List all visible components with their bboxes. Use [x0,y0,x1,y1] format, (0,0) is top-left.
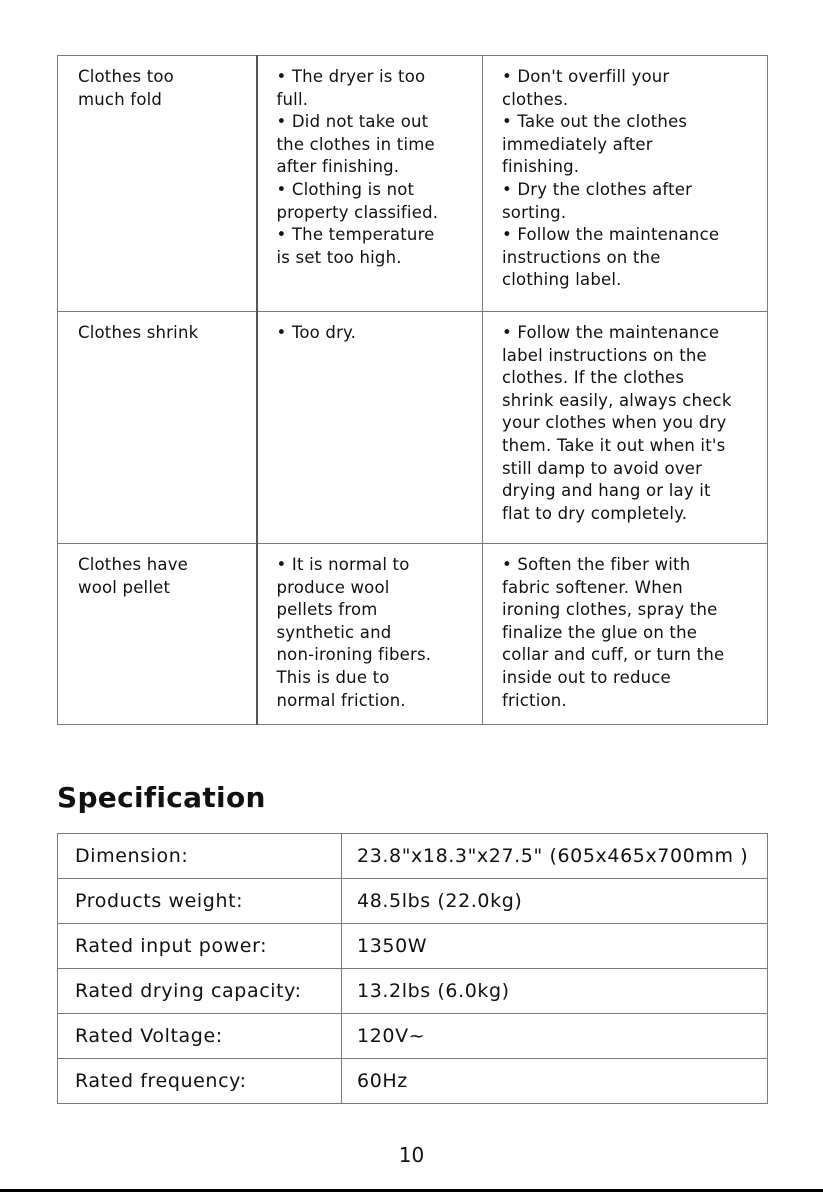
text-line: finalize the glue on the [502,622,698,642]
spec-value: 48.5lbs (22.0kg) [342,879,768,924]
text-line: drying and hang or lay it [502,481,711,501]
spec-row [58,879,768,924]
troubleshooting-row [58,544,768,725]
text-line: immediately after [502,134,653,154]
bullet-line: • Dry the clothes after [502,179,757,202]
bullet-line: • Did not take out [277,111,473,134]
text-line: instructions on the [502,247,661,267]
problem-line: much fold [78,89,163,109]
text-line: synthetic and [276,622,392,642]
bullet-line: • Follow the maintenance [502,322,757,345]
text-line: pellets from [276,600,378,620]
text-line: still damp to avoid over [502,458,703,478]
spec-row [58,1059,768,1104]
text-line: fabric softener. When [502,577,683,597]
text-line: collar and cuff, or turn the [502,645,725,665]
text-line: label instructions on the [502,345,707,365]
spec-row [58,1014,768,1059]
cause-cell [257,544,483,725]
spec-label: Rated Voltage: [58,1014,342,1059]
spec-label: Rated drying capacity: [58,969,342,1014]
troubleshooting-row [58,56,768,312]
problem-cell [58,544,257,725]
spec-row [58,924,768,969]
solution-cell [483,56,768,312]
bullet-line: • Don't overfill your [502,66,757,89]
spec-value: 13.2lbs (6.0kg) [342,969,768,1014]
text-line: them. Take it out when it's [502,435,726,455]
text-line: your clothes when you dry [502,413,727,433]
text-line: clothes. If the clothes [502,368,685,388]
problem-line: Clothes have [78,555,189,574]
troubleshooting-table [57,55,768,725]
spec-label: Rated frequency: [58,1059,342,1104]
text-line: property classified. [276,202,439,222]
cause-cell [257,312,483,544]
spec-value: 23.8"x18.3"x27.5" (605x465x700mm ) [342,834,768,879]
text-line: after finishing. [276,157,400,177]
bullet-line: • Soften the fiber with [502,554,757,577]
text-line: ironing clothes, spray the [502,600,718,620]
text-line: the clothes in time [276,134,435,154]
spec-value: 60Hz [342,1059,768,1104]
specification-table [57,833,768,1104]
spec-label: Rated input power: [58,924,342,969]
problem-line: Clothes too [78,67,174,86]
problem-cell [58,56,257,312]
problem-cell [58,312,257,544]
spec-label: Dimension: [58,834,342,879]
text-line: finishing. [502,157,580,177]
text-line: shrink easily, always check [502,390,732,410]
bullet-line: • The temperature [277,224,473,247]
solution-cell [483,312,768,544]
text-line: sorting. [502,202,567,222]
spec-value: 1350W [342,924,768,969]
bullet-line: • Too dry. [277,322,473,345]
text-line: non-ironing fibers. [276,645,432,665]
text-line: inside out to reduce [502,667,671,687]
text-line: normal friction. [276,690,406,710]
text-line: clothes. [502,89,569,109]
bullet-line: • The dryer is too [277,66,473,89]
text-line: full. [276,89,309,109]
text-line: This is due to [276,667,390,687]
text-line: flat to dry completely. [502,503,688,523]
specification-heading: Specification [57,781,266,814]
text-line: is set too high. [276,247,402,267]
solution-cell [483,544,768,725]
cause-cell [257,56,483,312]
page-number: 10 [398,1143,425,1167]
text-line: produce wool [276,577,390,597]
spec-value: 120V~ [342,1014,768,1059]
bullet-line: • Take out the clothes [502,111,757,134]
spec-row [58,969,768,1014]
bullet-line: • Clothing is not [277,179,473,202]
bullet-line: • Follow the maintenance [502,224,757,247]
problem-line: wool pellet [78,577,171,597]
text-line: clothing label. [502,270,622,290]
text-line: friction. [502,690,567,710]
bullet-line: • It is normal to [277,554,473,577]
spec-label: Products weight: [58,879,342,924]
problem-line: Clothes shrink [78,323,199,342]
troubleshooting-row [58,312,768,544]
spec-row [58,834,768,879]
